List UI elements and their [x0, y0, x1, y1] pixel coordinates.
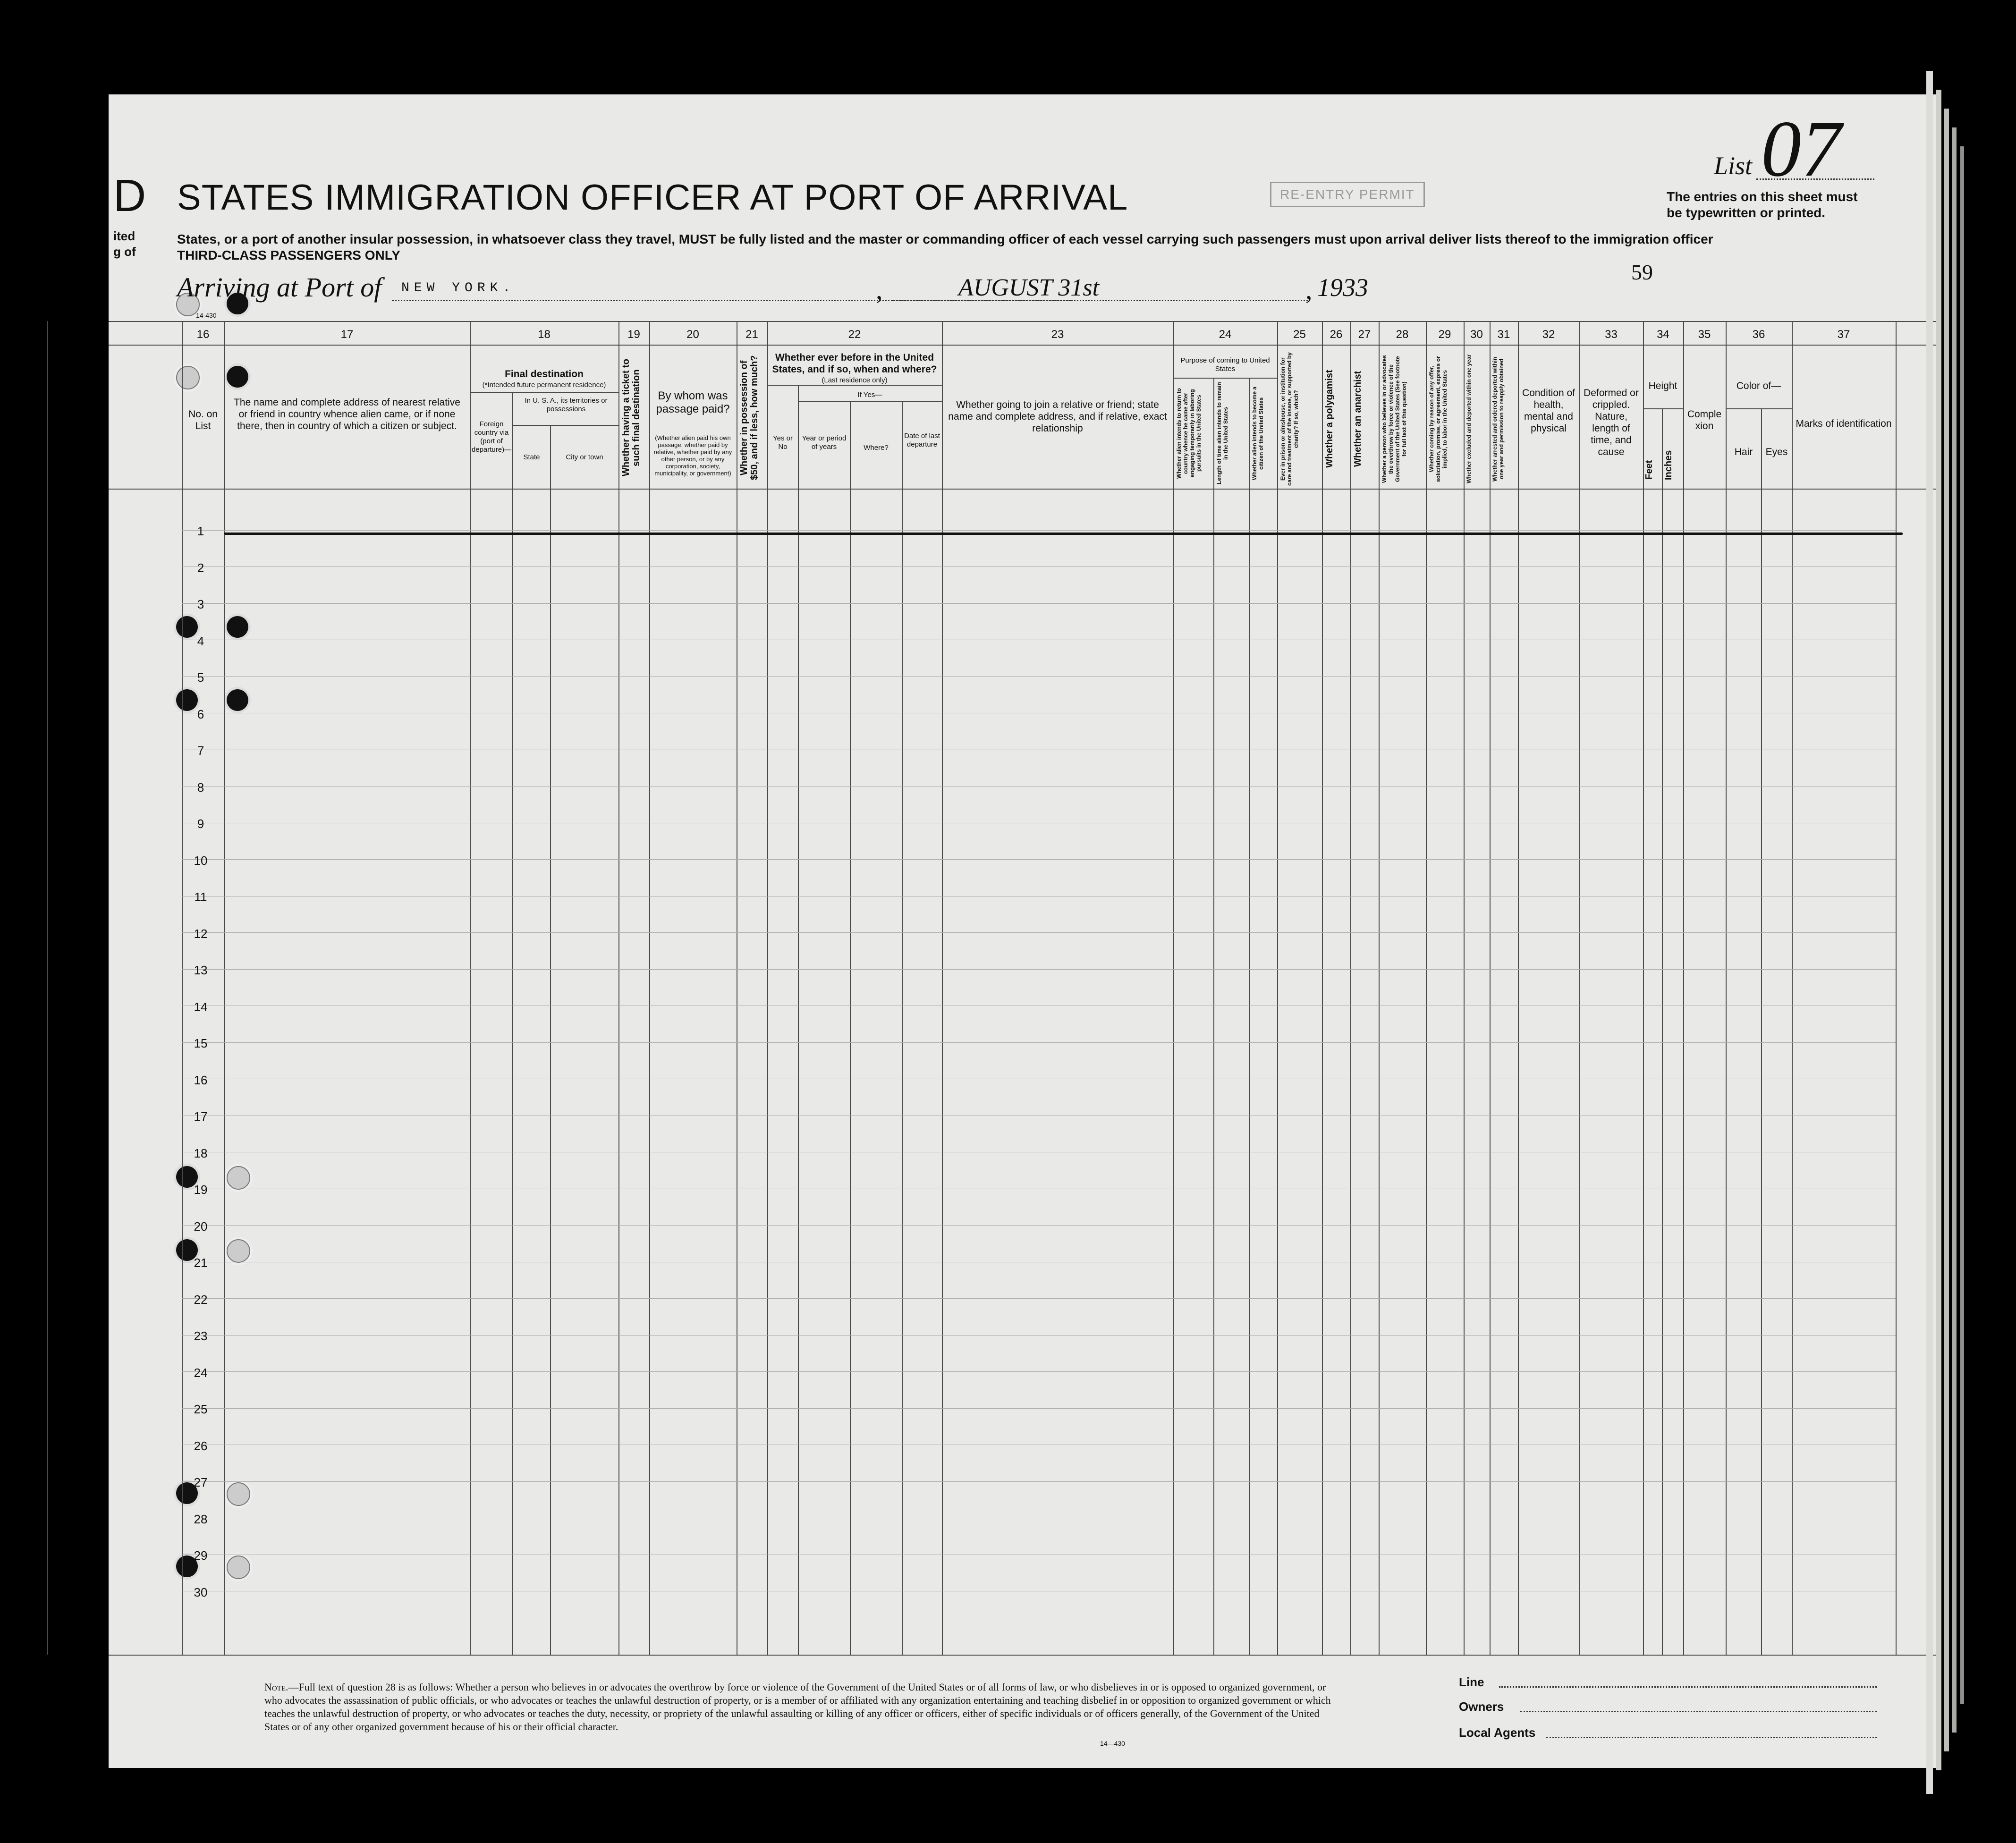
column-divider — [1379, 321, 1380, 1655]
header-foreign-country: Foreign country via (port of departure)— — [471, 420, 512, 454]
colnum-27: 27 — [1358, 328, 1371, 341]
column-divider — [182, 321, 183, 1655]
ink-strike-line — [224, 533, 1903, 535]
header-nearest-relative: The name and complete address of nearest relative or friend in country whence alien came, or if none there, then in country of which a citizen or subject. — [234, 397, 460, 431]
list-label: List — [1714, 152, 1753, 180]
colnum-divider — [109, 345, 1936, 346]
column-divider — [470, 321, 471, 1655]
header-overthrow: Whether a person who believes in or advocates the overthrow by force or violence of the Government of the United States (See footnote for full text of this question) — [1381, 355, 1407, 483]
colnum-28: 28 — [1396, 328, 1409, 341]
colnum-22: 22 — [848, 328, 861, 341]
header-passage-paid-sub: (Whether alien paid his own passage, whether paid by relative, whether paid by any other person, or by any corporation, society, municipality, or government) — [653, 434, 732, 477]
header-polygamist: Whether a polygamist — [1324, 370, 1335, 468]
colnum-21: 21 — [745, 328, 758, 341]
header-year-period: Year or period of years — [802, 434, 847, 451]
arrival-date: AUGUST 31st — [958, 274, 1100, 301]
local-agents-underline — [1546, 1737, 1877, 1738]
list-number: 07 — [1761, 104, 1841, 193]
column-divider — [1350, 321, 1351, 1655]
header-ticket: Whether having a ticket to such final destination — [621, 359, 642, 477]
colnum-36: 36 — [1752, 328, 1765, 341]
header-eyes: Eyes — [1765, 447, 1788, 457]
local-agents-label: Local Agents — [1459, 1725, 1536, 1740]
header-length-of-stay: Length of time alien intends to remain in the United States — [1216, 382, 1229, 485]
colnum-23: 23 — [1051, 328, 1064, 341]
fragment-letter: D — [113, 170, 146, 221]
row-line — [182, 603, 1896, 604]
instructions-class: THIRD-CLASS PASSENGERS ONLY — [177, 248, 400, 262]
subcolumn-divider — [1761, 408, 1762, 1655]
colnum-20: 20 — [686, 328, 699, 341]
row-number: 18 — [194, 1146, 208, 1160]
colnum-32: 32 — [1542, 328, 1555, 341]
subcolumn-divider — [850, 401, 851, 1655]
column-divider — [224, 321, 225, 1655]
row-line — [182, 676, 1896, 677]
subcolumn-divider — [1213, 378, 1214, 1655]
row-number: 21 — [194, 1256, 208, 1270]
colnum-29: 29 — [1438, 328, 1451, 341]
colnum-37: 37 — [1837, 328, 1850, 341]
header-anarchist: Whether an anarchist — [1353, 371, 1363, 467]
colnum-18: 18 — [538, 328, 551, 341]
fragment-text: ited — [113, 229, 136, 243]
row-number: 29 — [194, 1548, 208, 1563]
column-divider — [1579, 321, 1580, 1655]
header-purpose: Purpose of coming to United States — [1180, 356, 1270, 373]
row-number: 14 — [194, 1000, 208, 1014]
header-city: City or town — [566, 453, 603, 461]
colnum-26: 26 — [1330, 328, 1343, 341]
colnum-30: 30 — [1470, 328, 1483, 341]
manifest-table — [109, 94, 1936, 1768]
header-return-intent: Whether alien intends to return to country whence he came after engaging temporarily in laboring pursuits in the United States — [1176, 388, 1202, 479]
header-prison-almshouse: Ever in prison or almshouse, or institution for care and treatment of the insane, or supported by charity? If so, which? — [1279, 352, 1299, 486]
row-number: 11 — [194, 890, 207, 904]
row-line — [182, 932, 1896, 933]
subcolumn-divider — [512, 392, 513, 1655]
row-number: 5 — [197, 670, 204, 685]
note-text: —Full text of question 28 is as follows: Whether a person who believes in or advocates the overthrow by force or violence of the Government of the United States or of all forms of law, or who disbelieves in or is opposed to organized government, or who advocates the assassination of public officials, or who advocates or teaches the unlawful destruction of property, or is a member of or affiliated with any organization entertaining and teaching disbelief in or opposition to organized government or which teaches the unlawful destruction of property, or who advocates or teaches the duty, necessity, or propriety of the unlawful assaulting or killing of any officer or officers, either of specific individuals or of officers generally, of the Government of the United States or of any other organized government because of his or their official character. — [264, 1681, 1331, 1733]
header-join-relative: Whether going to join a relative or friend; state name and complete address, and if relative, exact relationship — [948, 399, 1167, 434]
note-label: Note. — [264, 1681, 288, 1693]
row-number: 23 — [194, 1329, 208, 1343]
column-divider — [649, 321, 650, 1655]
row-number: 25 — [194, 1402, 208, 1416]
subheader-divider — [767, 385, 942, 386]
colnum-35: 35 — [1698, 328, 1711, 341]
stacked-page-edges — [1926, 71, 1978, 1794]
subcolumn-divider — [798, 385, 799, 1655]
row-number: 22 — [194, 1293, 208, 1307]
header-inches: Inches — [1663, 450, 1674, 480]
reentry-permit-stamp: RE-ENTRY PERMIT — [1270, 182, 1425, 207]
subheader-divider — [1173, 378, 1277, 379]
subcolumn-divider — [1249, 378, 1250, 1655]
column-divider — [1173, 321, 1174, 1655]
form-footer — [109, 1657, 1936, 1766]
colnum-24: 24 — [1219, 328, 1232, 341]
column-divider — [1683, 321, 1684, 1655]
column-divider — [1277, 321, 1278, 1655]
row-number: 7 — [197, 744, 204, 758]
row-number: 26 — [194, 1439, 208, 1453]
row-line — [182, 1408, 1896, 1409]
arriving-label: Arriving at Port of — [177, 272, 382, 303]
footnote-question-28 — [264, 1681, 1331, 1733]
colnum-19: 19 — [627, 328, 640, 341]
comma: , — [1305, 274, 1313, 305]
subheader-divider — [470, 392, 618, 393]
row-number: 10 — [194, 854, 208, 868]
subheader-divider — [798, 401, 942, 402]
colnum-17: 17 — [340, 328, 354, 341]
row-line — [182, 1225, 1896, 1226]
column-divider — [1426, 321, 1427, 1655]
row-number: 24 — [194, 1366, 208, 1380]
header-in-usa: In U. S. A., its territories or possessions — [525, 397, 608, 413]
row-number: 6 — [197, 707, 204, 721]
colnum-16: 16 — [196, 328, 210, 341]
header-last-departure: Date of last departure — [904, 432, 940, 448]
subheader-divider — [1726, 408, 1792, 409]
row-line — [182, 1481, 1896, 1482]
colnum-33: 33 — [1605, 328, 1618, 341]
column-divider — [767, 321, 768, 1655]
column-divider — [1896, 321, 1897, 1655]
header-final-destination: Final destination — [505, 369, 584, 380]
subcolumn-divider — [550, 425, 551, 1655]
table-top-border — [109, 321, 1936, 322]
form-code: 14-430 — [196, 312, 217, 319]
footer-form-code: 14—430 — [1100, 1740, 1125, 1747]
column-divider — [1726, 321, 1727, 1655]
subcolumn-divider — [902, 401, 903, 1655]
header-yes-no: Yes or No — [773, 434, 793, 451]
header-color-of: Color of— — [1736, 380, 1781, 391]
port-value: NEW YORK. — [401, 281, 516, 296]
row-number: 27 — [194, 1475, 208, 1489]
comma: , — [876, 274, 883, 305]
column-divider — [47, 321, 48, 1655]
header-state: State — [523, 453, 540, 461]
row-number: 15 — [194, 1036, 208, 1050]
header-before-in-us-sub: (Last residence only) — [822, 376, 888, 384]
header-arrested-deported: Whether arrested and ordered deported within one year and permission to reapply obtained — [1491, 356, 1505, 482]
row-number: 12 — [194, 927, 208, 941]
header-hair: Hair — [1734, 447, 1753, 457]
manifest-page — [109, 94, 1936, 1768]
table-bottom-border — [109, 1655, 1936, 1656]
header-height: Height — [1648, 380, 1677, 391]
header-no-on-list: No. on List — [188, 409, 218, 431]
header-deformed: Deformed or crippled. Nature, length of time, and cause — [1584, 388, 1639, 457]
row-number: 13 — [194, 963, 208, 977]
row-number: 17 — [194, 1109, 208, 1124]
row-number: 8 — [197, 780, 204, 795]
row-number: 30 — [194, 1585, 208, 1599]
row-number: 4 — [197, 634, 204, 648]
row-number: 28 — [194, 1512, 208, 1526]
header-labor-offer: Whether coming by reason of any offer, solicitation, promise, or agreement, express or implied, to labor in the United States — [1428, 356, 1448, 482]
page-title: STATES IMMIGRATION OFFICER AT PORT OF ARRIVAL — [177, 178, 1128, 218]
column-divider — [1643, 321, 1644, 1655]
header-complexion: Complexion — [1687, 409, 1722, 431]
header-excluded-deported: Whether excluded and deported within one year — [1465, 354, 1472, 484]
header-fifty-dollars: Whether in possession of $50, and if less, how much? — [739, 355, 760, 481]
fragment-text: g of — [113, 245, 136, 259]
row-line — [182, 1335, 1896, 1336]
row-line — [182, 969, 1896, 970]
arrival-year: 1933 — [1317, 273, 1368, 302]
row-line — [182, 566, 1896, 567]
row-line — [182, 1298, 1896, 1299]
header-before-in-us: Whether ever before in the United States, and if so, when and where? — [772, 352, 937, 375]
subheader-divider — [512, 425, 618, 426]
header-where: Where? — [864, 444, 889, 452]
row-line — [182, 530, 1896, 531]
row-number: 19 — [194, 1183, 208, 1197]
column-divider — [942, 321, 943, 1655]
header-feet: Feet — [1644, 460, 1654, 480]
page-number: 59 — [1631, 260, 1653, 284]
row-number: 16 — [194, 1073, 208, 1087]
instructions-line: States, or a port of another insular possession, in whatsoever class they travel, MUST be fully listed and the master or commanding officer of each vessel carrying such passengers must upon arrival deliver lists thereof to the immigration officer — [177, 232, 1713, 246]
column-divider — [1518, 321, 1519, 1655]
row-line — [182, 1042, 1896, 1043]
header-if-yes: If Yes— — [857, 391, 882, 399]
header-passage-paid: By whom was passage paid? — [656, 389, 730, 415]
row-number: 9 — [197, 817, 204, 831]
colnum-31: 31 — [1497, 328, 1510, 341]
row-line — [182, 859, 1896, 860]
row-number: 2 — [197, 561, 204, 575]
row-number: 1 — [197, 524, 204, 538]
colnum-34: 34 — [1657, 328, 1669, 341]
column-divider — [1490, 321, 1491, 1655]
owners-underline — [1520, 1711, 1877, 1712]
entries-note: The entries on this sheet must be typewritten or printed. — [1667, 189, 1858, 220]
line-label: Line — [1459, 1675, 1484, 1689]
header-citizen-intent: Whether alien intends to become a citizen of the United States — [1251, 386, 1264, 481]
header-marks-identification: Marks of identification — [1796, 418, 1892, 429]
row-line — [182, 1371, 1896, 1372]
subcolumn-divider — [1662, 408, 1663, 1655]
header-final-destination-sub: (*Intended future permanent residence) — [482, 381, 606, 389]
owners-label: Owners — [1459, 1699, 1504, 1714]
colnum-25: 25 — [1293, 328, 1306, 341]
row-number: 20 — [194, 1219, 208, 1234]
row-number: 3 — [197, 597, 204, 611]
header-health: Condition of health, mental and physical — [1522, 388, 1576, 434]
subheader-divider — [1643, 408, 1683, 409]
column-divider — [618, 321, 619, 1655]
column-divider — [1464, 321, 1465, 1655]
column-divider — [1322, 321, 1323, 1655]
column-divider — [1792, 321, 1793, 1655]
line-underline — [1499, 1686, 1877, 1688]
